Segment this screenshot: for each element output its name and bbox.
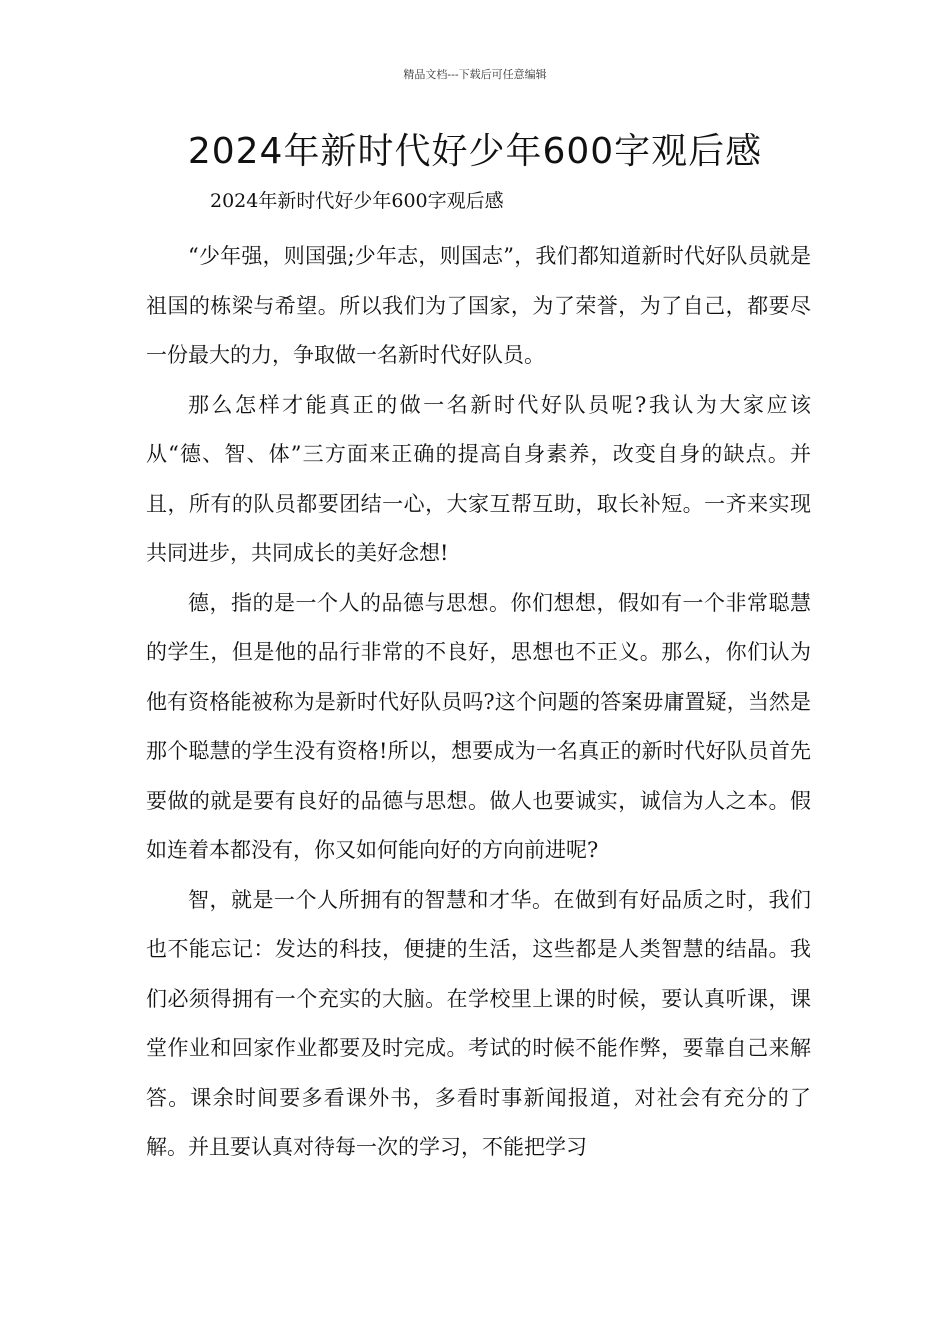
document-body xyxy=(146,232,811,1173)
paragraph: 德，指的是一个人的品德与思想。你们想想，假如有一个非常聪慧的学生，但是他的品行非常的不良好，思想也不正义。那么，你们认为他有资格能被称为是新时代好队员吗?这个问题的答案毋庸置疑，当然是那个聪慧的学生没有资格!所以，想要成为一名真正的新时代好队员首先要做的就是要有良好的品德与思想。做人也要诚实，诚信为人之本。假如连着本都没有，你又如何能向好的方向前进呢? xyxy=(146,590,811,862)
paragraph: 那么怎样才能真正的做一名新时代好队员呢?我认为大家应该从“德、智、体”三方面来正确的提高自身素养，改变自身的缺点。并且，所有的队员都要团结一心，大家互帮互助，取长补短。一齐来实现共同进步，共同成长的美好念想! xyxy=(146,392,811,565)
paragraph: “少年强，则国强;少年志，则国志”，我们都知道新时代好队员就是祖国的栋梁与希望。所以我们为了国家，为了荣誉，为了自己，都要尽一份最大的力，争取做一名新时代好队员。 xyxy=(146,244,811,367)
document-title: 2024年新时代好少年600字观后感 xyxy=(187,131,763,172)
paragraph: 智，就是一个人所拥有的智慧和才华。在做到有好品质之时，我们也不能忘记：发达的科技，便捷的生活，这些都是人类智慧的结晶。我们必须得拥有一个充实的大脑。在学校里上课的时候，要认真听课，课堂作业和回家作业都要及时完成。考试的时候不能作弊，要靠自己来解答。课余时间要多看课外书，多看时事新闻报道，对社会有充分的了解。并且要认真对待每一次的学习，不能把学习 xyxy=(146,887,811,1159)
document-subtitle: 2024年新时代好少年600字观后感 xyxy=(210,190,504,212)
page-header: 精品文档---下载后可任意编辑 xyxy=(403,68,547,81)
